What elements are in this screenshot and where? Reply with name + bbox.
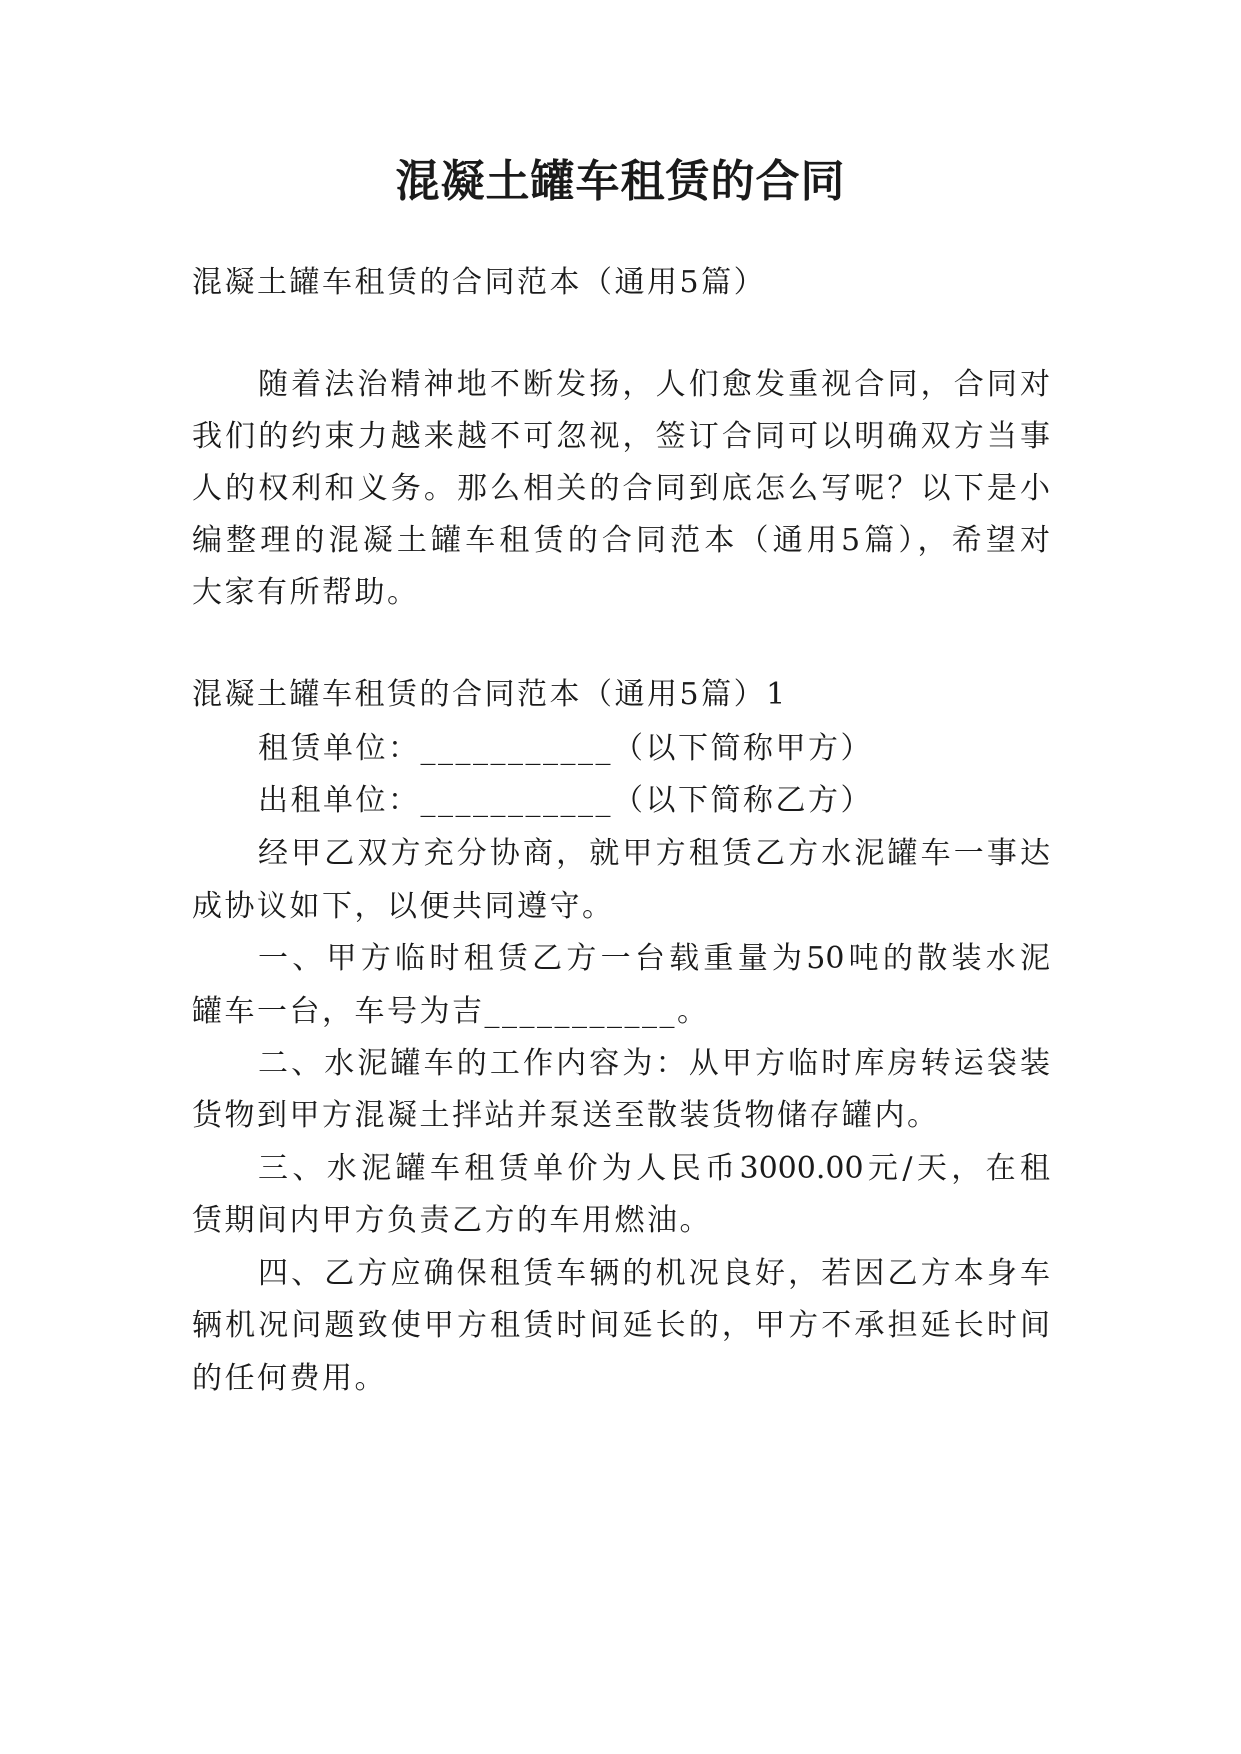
section-heading: 混凝土罐车租赁的合同范本（通用5篇）1	[192, 677, 788, 712]
lessee-line: 租赁单位：___________（以下简称甲方）	[258, 731, 873, 766]
intro-line-5: 大家有所帮助。	[192, 575, 420, 610]
clause-1-line-2: 罐车一台，车号为吉___________。	[192, 994, 710, 1029]
document-title: 混凝土罐车租赁的合同	[395, 156, 846, 207]
clause-1-line-1: 一、甲方临时租赁乙方一台载重量为50吨的散装水泥	[258, 941, 1050, 976]
lessor-line: 出租单位：___________（以下简称乙方）	[258, 783, 873, 818]
clause-4-line-2: 辆机况问题致使甲方租赁时间延长的，甲方不承担延长时间	[192, 1308, 1050, 1343]
clause-3-line-1: 三、水泥罐车租赁单价为人民币3000.00元/天，在租	[258, 1151, 1050, 1186]
intro-line-3: 人的权利和义务。那么相关的合同到底怎么写呢？以下是小	[192, 471, 1050, 506]
document-subtitle: 混凝土罐车租赁的合同范本（通用5篇）	[192, 265, 767, 300]
clause-2-line-1: 二、水泥罐车的工作内容为：从甲方临时库房转运袋装	[258, 1046, 1050, 1081]
agreement-line-2: 成协议如下，以便共同遵守。	[192, 889, 615, 924]
agreement-line-1: 经甲乙双方充分协商，就甲方租赁乙方水泥罐车一事达	[258, 836, 1050, 871]
intro-line-2: 我们的约束力越来越不可忽视，签订合同可以明确双方当事	[192, 419, 1050, 454]
clause-2-line-2: 货物到甲方混凝土拌站并泵送至散装货物储存罐内。	[192, 1098, 940, 1133]
intro-line-1: 随着法治精神地不断发扬，人们愈发重视合同，合同对	[258, 367, 1050, 402]
clause-4-line-3: 的任何费用。	[192, 1361, 387, 1396]
clause-4-line-1: 四、乙方应确保租赁车辆的机况良好，若因乙方本身车	[258, 1256, 1050, 1291]
clause-3-line-2: 赁期间内甲方负责乙方的车用燃油。	[192, 1203, 712, 1238]
intro-line-4: 编整理的混凝土罐车租赁的合同范本（通用5篇），希望对	[192, 523, 1050, 558]
